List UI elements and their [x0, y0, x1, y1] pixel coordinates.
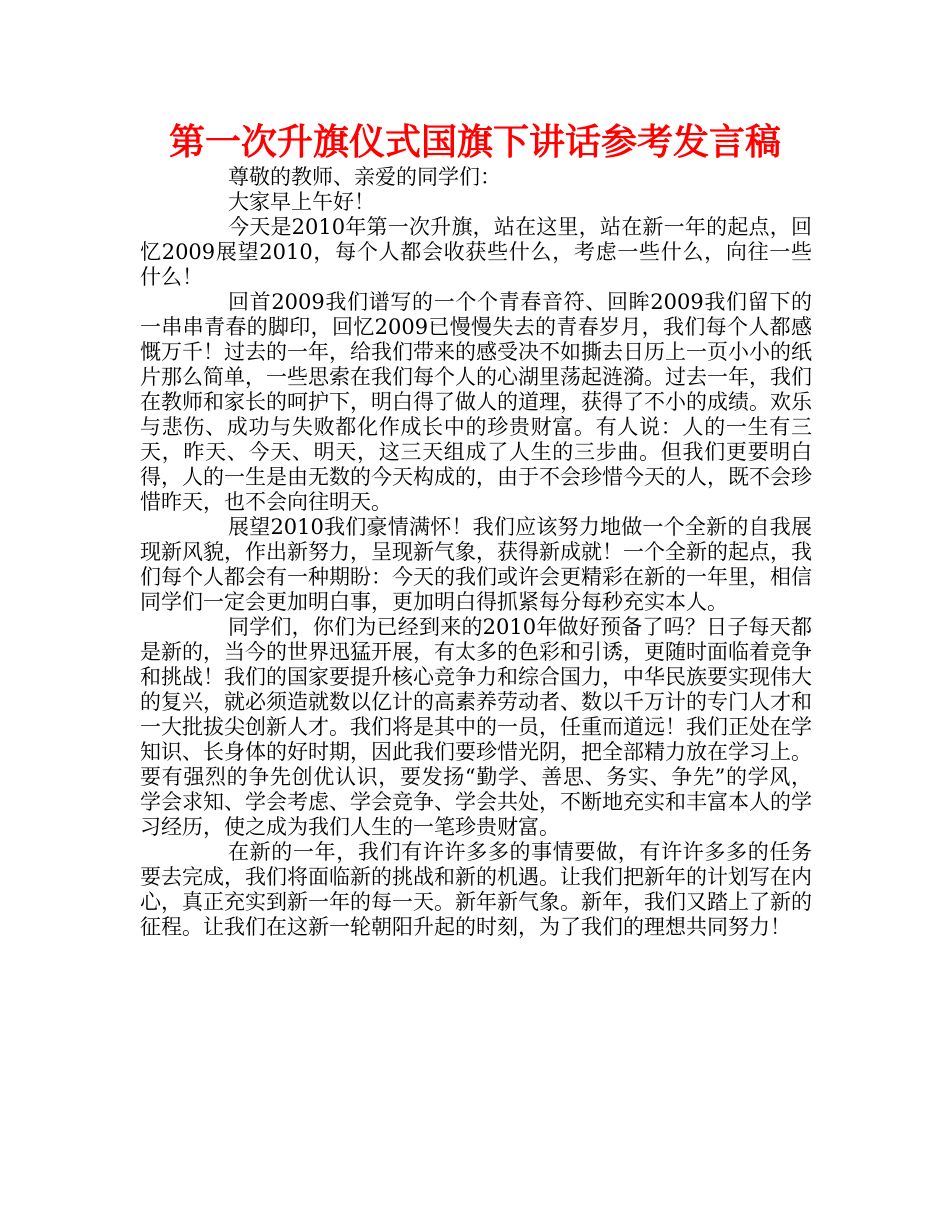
- greeting-paragraph: 大家早上午好！: [228, 190, 375, 214]
- document-title: 第一次升旗仪式国旗下讲话参考发言稿: [168, 122, 781, 163]
- document-body: [140, 165, 812, 940]
- body-paragraph: 展望2010我们豪情满怀！我们应该努力地做一个全新的自我展现新风貌，作出新努力，呈现新气象，获得新成就！一个全新的起点，我们每个人都会有一种期盼：今天的我们或许会更精彩在新的一年里，相信同学们一定会更加明白事，更加明白得抓紧每分每秒充实本人。: [140, 515, 812, 614]
- body-paragraph: 回首2009我们谱写的一个个青春音符、回眸2009我们留下的一串串青春的脚印，回忆2009已慢慢失去的青春岁月，我们每个人都感慨万千！过去的一年，给我们带来的感受决不如撕去日历上一页小小的纸片那么简单，一些思索在我们每个人的心湖里荡起涟漪。过去一年，我们在教师和家长的呵护下，明白得了做人的道理，获得了不小的成绩。欢乐与悲伤、成功与失败都化作成长中的珍贵财富。有人说：人的一生有三天，昨天、今天、明天，这三天组成了人生的三步曲。但我们更要明白得，人的一生是由无数的今天构成的，由于不会珍惜今天的人，既不会珍惜昨天，也不会向往明天。: [140, 290, 812, 514]
- body-paragraph: 在新的一年，我们有许许多多的事情要做，有许许多多的任务要去完成，我们将面临新的挑战和新的机遇。让我们把新年的计划写在内心，真正充实到新一年的每一天。新年新气象。新年，我们又踏上了新的征程。让我们在这新一轮朝阳升起的时刻，为了我们的理想共同努力！: [140, 840, 812, 939]
- body-paragraph: 今天是2010年第一次升旗，站在这里，站在新一年的起点，回忆2009展望2010，每个人都会收获些什么，考虑一些什么，向往一些什么！: [140, 215, 812, 289]
- salutation-paragraph: 尊敬的教师、亲爱的同学们：: [228, 165, 501, 189]
- body-paragraph: 同学们，你们为已经到来的2010年做好预备了吗？日子每天都是新的，当今的世界迅猛开展，有太多的色彩和引诱，更随时面临着竞争和挑战！我们的国家要提升核心竞争力和综合国力，中华民族要实现伟大的复兴，就必须造就数以亿计的高素养劳动者、数以千万计的专门人才和一大批拔尖创新人才。我们将是其中的一员，任重而道远！我们正处在学知识、长身体的好时期，因此我们要珍惜光阴，把全部精力放在学习上。要有强烈的争先创优认识，要发扬“勤学、善思、务实、争先”的学风，学会求知、学会考虑、学会竞争、学会共处，不断地充实和丰富本人的学习经历，使之成为我们人生的一笔珍贵财富。: [140, 615, 812, 839]
